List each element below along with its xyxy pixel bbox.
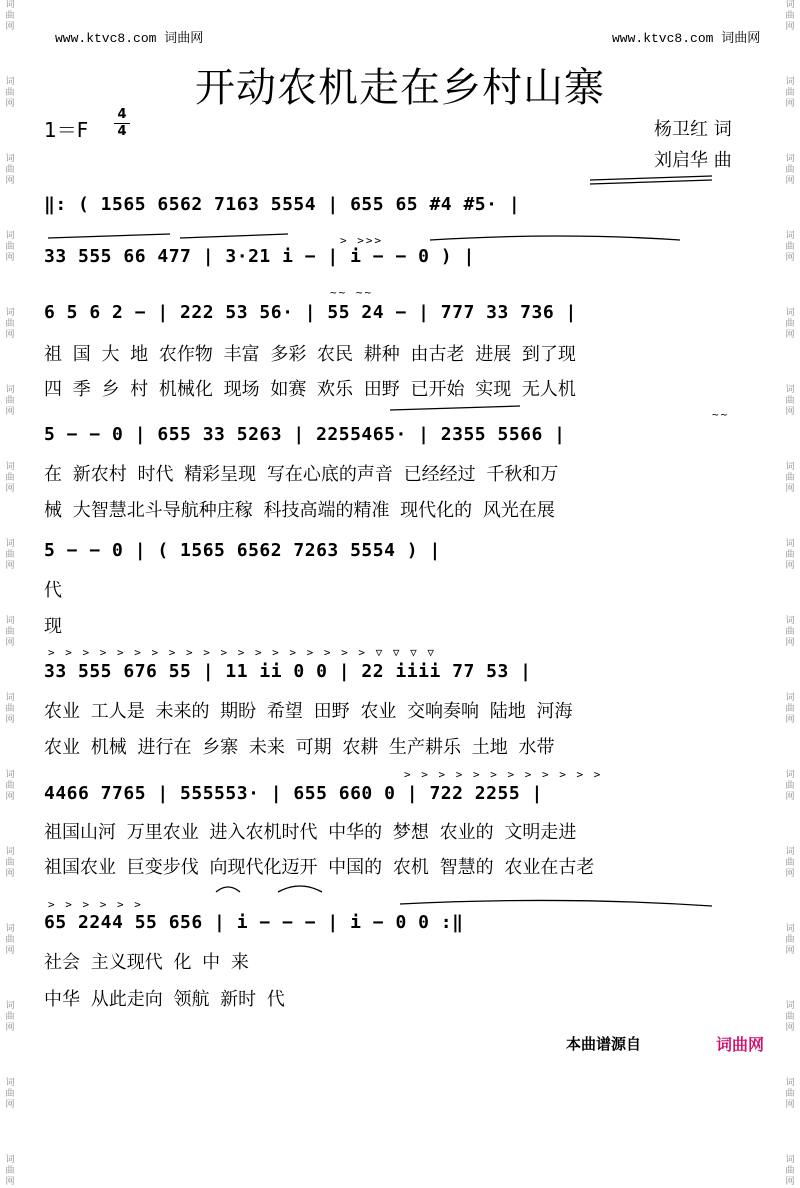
- watermark-char: 词: [785, 231, 795, 241]
- watermark-char: 词: [5, 539, 15, 549]
- score-line-7-lyric-2: 祖国农业 巨变步伐 向现代化迈开 中国的 农机 智慧的 农业在古老: [44, 857, 595, 878]
- watermark-char: 曲: [785, 1089, 795, 1099]
- score-line-4-lyric-1: 在 新农村 时代 精彩呈现 写在心底的声音 已经经过 千秋和万: [44, 464, 559, 485]
- watermark-char: 词: [785, 770, 795, 780]
- watermark-char: 词: [5, 924, 15, 934]
- watermark-char: 曲: [785, 11, 795, 21]
- watermark-char: 曲: [5, 396, 15, 406]
- watermark-char: 词: [5, 385, 15, 395]
- watermark-char: 网: [785, 561, 795, 571]
- watermark-char: 词: [5, 154, 15, 164]
- watermark-char: 网: [785, 638, 795, 648]
- watermark-char: 网: [5, 99, 15, 109]
- watermark-char: 网: [785, 1177, 795, 1187]
- watermark-char: 词: [5, 770, 15, 780]
- watermark-char: 网: [785, 484, 795, 494]
- score-line-4-accents: ~~: [712, 408, 730, 421]
- watermark-char: 网: [785, 253, 795, 263]
- score-line-5-lyric-1: 代: [44, 580, 62, 601]
- watermark-char: 词: [5, 231, 15, 241]
- watermark-char: 词: [785, 924, 795, 934]
- watermark-char: 网: [5, 1023, 15, 1033]
- watermark-char: 曲: [5, 11, 15, 21]
- watermark-char: 词: [5, 1001, 15, 1011]
- watermark-char: 网: [785, 330, 795, 340]
- watermark-char: 词: [5, 693, 15, 703]
- watermark-char: 词: [785, 462, 795, 472]
- song-title: 开动农机走在乡村山寨: [195, 65, 605, 111]
- watermark-char: 网: [785, 407, 795, 417]
- score-line-8-lyric-2: 中华 从此走向 领航 新时 代: [44, 989, 285, 1010]
- watermark-char: 网: [785, 1023, 795, 1033]
- score-line-8-accents: > > > > > >: [48, 898, 143, 911]
- watermark-char: 网: [5, 869, 15, 879]
- score-line-6-lyric-2: 农业 机械 进行在 乡寨 未来 可期 农耕 生产耕乐 土地 水带: [44, 737, 555, 758]
- key-signature: 1＝F: [44, 118, 89, 142]
- watermark-char: 网: [5, 1100, 15, 1110]
- score-line-3-accents: ~~ ~~: [330, 286, 374, 299]
- watermark-char: 网: [5, 792, 15, 802]
- watermark-char: 词: [785, 1078, 795, 1088]
- watermark-char: 网: [785, 176, 795, 186]
- site-header-right[interactable]: www.ktvc8.com 词曲网: [612, 31, 761, 46]
- watermark-char: 曲: [785, 473, 795, 483]
- watermark-char: 词: [5, 1155, 15, 1165]
- watermark-char: 曲: [5, 473, 15, 483]
- score-line-7-lyric-1: 祖国山河 万里农业 进入农机时代 中华的 梦想 农业的 文明走进: [44, 822, 577, 843]
- watermark-char: 网: [5, 176, 15, 186]
- meter-top: 4: [117, 107, 127, 122]
- tie-line-2: [430, 236, 680, 240]
- score-line-7-accents: > > > > > > > > > > > >: [404, 768, 603, 781]
- watermark-char: 词: [785, 308, 795, 318]
- watermark-char: 网: [5, 253, 15, 263]
- score-line-8-notes: 65 2244 55 656 | i − − − | i − 0 0 :‖: [44, 912, 464, 933]
- watermark-char: 曲: [785, 242, 795, 252]
- tie-line-8a: [216, 887, 240, 892]
- watermark-char: 网: [5, 715, 15, 725]
- watermark-char: 曲: [5, 1089, 15, 1099]
- tie-line-8b: [278, 886, 322, 892]
- score-line-3-notes: 6 5 6 2 − | 222 53 56· | 55 24 − | 777 33 736 |: [44, 302, 577, 323]
- watermark-char: 词: [785, 616, 795, 626]
- source-label: 本曲谱源自: [566, 1035, 642, 1053]
- watermark-char: 网: [785, 99, 795, 109]
- watermark-char: 网: [5, 946, 15, 956]
- score-line-2-notes: 33 555 66 477 | 3·21 i − | i − − 0 ) |: [44, 246, 475, 267]
- slur-line-4: [390, 406, 520, 410]
- composer-credit: 刘启华 曲: [654, 150, 732, 171]
- watermark-char: 网: [5, 330, 15, 340]
- watermark-char: 词: [5, 308, 15, 318]
- watermark-char: 曲: [785, 550, 795, 560]
- brand-link[interactable]: 词曲网: [716, 1035, 765, 1054]
- watermark-char: 曲: [5, 627, 15, 637]
- meter-bottom: 4: [117, 124, 127, 139]
- watermark-char: 曲: [785, 781, 795, 791]
- watermark-char: 曲: [785, 396, 795, 406]
- watermark-char: 词: [785, 1001, 795, 1011]
- watermark-char: 曲: [5, 935, 15, 945]
- watermark-char: 词: [5, 1078, 15, 1088]
- watermark-char: 曲: [5, 88, 15, 98]
- watermark-char: 词: [5, 847, 15, 857]
- score-line-5-lyric-2: 现: [44, 616, 62, 637]
- watermark-char: 词: [5, 462, 15, 472]
- score-line-5-notes: 5 − − 0 | ( 1565 6562 7263 5554 ) |: [44, 540, 441, 561]
- watermark-char: 网: [5, 1177, 15, 1187]
- watermark-char: 词: [5, 616, 15, 626]
- score-line-4-notes: 5 − − 0 | 655 33 5263 | 2255465· | 2355 5566 |: [44, 424, 566, 445]
- watermark-char: 曲: [5, 1166, 15, 1176]
- slur-line-1b: [590, 180, 712, 184]
- watermark-char: 曲: [785, 88, 795, 98]
- tie-line-8c: [400, 900, 712, 906]
- score-line-4-lyric-2: 械 大智慧北斗导航种庄稼 科技高端的精准 现代化的 风光在展: [44, 500, 555, 521]
- watermark-char: 词: [5, 0, 15, 10]
- score-line-3-lyric-1: 祖 国 大 地 农作物 丰富 多彩 农民 耕种 由古老 进展 到了现: [44, 344, 576, 365]
- watermark-char: 词: [785, 847, 795, 857]
- watermark-char: 曲: [785, 165, 795, 175]
- watermark-char: 曲: [785, 319, 795, 329]
- lyricist-credit: 杨卫红 词: [654, 119, 732, 140]
- watermark-char: 曲: [5, 319, 15, 329]
- watermark-char: 曲: [785, 627, 795, 637]
- watermark-char: 词: [785, 77, 795, 87]
- watermark-char: 曲: [785, 1166, 795, 1176]
- watermark-char: 网: [785, 715, 795, 725]
- slur-line-2b: [180, 234, 288, 238]
- watermark-char: 曲: [785, 1012, 795, 1022]
- watermark-char: 网: [785, 869, 795, 879]
- watermark-char: 曲: [5, 165, 15, 175]
- score-line-3-lyric-2: 四 季 乡 村 机械化 现场 如赛 欢乐 田野 已开始 实现 无人机: [44, 379, 576, 400]
- score-line-8-lyric-1: 社会 主义现代 化 中 来: [44, 952, 249, 973]
- watermark-char: 词: [785, 154, 795, 164]
- watermark-char: 网: [785, 22, 795, 32]
- score-line-6-lyric-1: 农业 工人是 未来的 期盼 希望 田野 农业 交响奏响 陆地 河海: [44, 701, 573, 722]
- score-line-6-accents: > > > > > > > > > > > > > > > > > > > ▽ ▽ ▽ ▽: [48, 646, 437, 659]
- score-line-6-notes: 33 555 676 55 | 11 ii 0 0 | 22 iiii 77 53 |: [44, 661, 532, 682]
- watermark-char: 曲: [5, 1012, 15, 1022]
- score-line-2-accents: > >>>: [340, 234, 384, 247]
- watermark-char: 网: [785, 946, 795, 956]
- score-line-7-notes: 4466 7765 | 555553· | 655 660 0 | 722 2255 |: [44, 783, 543, 804]
- watermark-char: 曲: [5, 858, 15, 868]
- watermark-char: 网: [5, 407, 15, 417]
- watermark-char: 网: [5, 484, 15, 494]
- watermark-char: 词: [5, 77, 15, 87]
- watermark-char: 网: [785, 792, 795, 802]
- watermark-char: 词: [785, 385, 795, 395]
- watermark-char: 网: [5, 638, 15, 648]
- watermark-char: 网: [5, 561, 15, 571]
- watermark-char: 网: [5, 22, 15, 32]
- watermark-char: 曲: [785, 858, 795, 868]
- watermark-char: 词: [785, 693, 795, 703]
- watermark-char: 词: [785, 1155, 795, 1165]
- watermark-char: 词: [785, 0, 795, 10]
- site-header-left[interactable]: www.ktvc8.com 词曲网: [55, 31, 204, 46]
- slur-line-1: [590, 176, 712, 180]
- watermark-char: 曲: [5, 781, 15, 791]
- watermark-char: 曲: [785, 704, 795, 714]
- watermark-char: 词: [785, 539, 795, 549]
- watermark-char: 网: [785, 1100, 795, 1110]
- watermark-char: 曲: [785, 935, 795, 945]
- watermark-char: 曲: [5, 550, 15, 560]
- score-line-1-notes: ‖: ( 1565 6562 7163 5554 | 655 65 #4 #5· |: [44, 194, 521, 215]
- slur-line-2a: [48, 234, 170, 238]
- watermark-char: 曲: [5, 242, 15, 252]
- watermark-char: 曲: [5, 704, 15, 714]
